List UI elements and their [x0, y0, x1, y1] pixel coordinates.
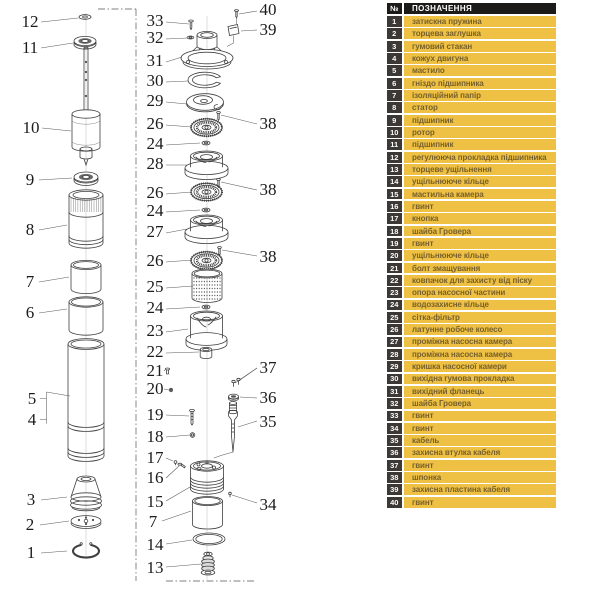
callout-label-26: 26 [146, 183, 164, 202]
callout-leader [42, 128, 71, 131]
row-label: ізоляційний папір [404, 90, 556, 101]
row-label: захисна втулка кабеля [404, 447, 556, 458]
row-number: 2 [387, 28, 402, 39]
row-label: торцеве ущільнення [404, 164, 556, 175]
header-number-cell: № [387, 3, 402, 14]
row-number: 12 [387, 152, 402, 163]
row-label: шайба Гровера [404, 398, 556, 409]
row-label: гвинт [404, 238, 556, 249]
callout-leader [241, 30, 257, 31]
table-row [387, 65, 556, 76]
callout-label-6: 6 [25, 303, 35, 322]
callout-leader [166, 143, 200, 145]
part-screw-19 [190, 409, 195, 425]
table-row [387, 460, 556, 471]
row-number: 9 [387, 115, 402, 126]
callout-leader [39, 225, 67, 230]
callout-label-1: 1 [26, 543, 36, 562]
callout-label-10: 10 [22, 118, 40, 137]
row-label: водозахисне кільце [404, 300, 556, 311]
row-label: статор [404, 102, 556, 113]
table-row [387, 275, 556, 286]
callout-leader [166, 125, 192, 127]
callout-leader [41, 43, 73, 48]
table-row [387, 238, 556, 249]
row-number: 21 [387, 263, 402, 274]
table-row [387, 201, 556, 212]
row-label: гвинт [404, 460, 556, 471]
callout-leader [162, 511, 191, 521]
row-label: мастильна камера [404, 189, 556, 200]
callout-label-9: 9 [25, 170, 35, 189]
table-row [387, 164, 556, 175]
table-row [387, 337, 556, 348]
callout-label-8: 8 [25, 220, 35, 239]
table-row [387, 312, 556, 323]
row-number: 24 [387, 300, 402, 311]
parts-table-body [387, 16, 556, 508]
row-number: 16 [387, 201, 402, 212]
table-row [387, 78, 556, 89]
callout-leader [166, 229, 187, 233]
row-label: ковпачок для захисту від піску [404, 275, 556, 286]
callout-label-18: 18 [146, 427, 164, 446]
part-screw-33 [189, 20, 194, 30]
table-row [387, 386, 556, 397]
table-row [387, 324, 556, 335]
callout-label-30: 30 [146, 71, 164, 90]
bracket-5-4 [40, 392, 70, 424]
table-row [387, 361, 556, 372]
callout-leader [41, 551, 67, 553]
callout-leader [221, 115, 257, 124]
callout-label-27: 27 [146, 222, 164, 241]
row-label: мастило [404, 65, 556, 76]
row-number: 4 [387, 53, 402, 64]
row-label: гніздо підшипника [404, 78, 556, 89]
row-label: ротор [404, 127, 556, 138]
callout-leader [166, 57, 182, 62]
part-water-seal-ring-1 [202, 141, 210, 145]
row-number: 1 [387, 16, 402, 27]
callout-leader [166, 458, 173, 461]
part-pump-chamber-27 [185, 215, 228, 244]
callout-leader [166, 329, 188, 332]
part-key-38-1 [217, 112, 221, 121]
table-row [387, 374, 556, 385]
callout-label-26: 26 [146, 114, 164, 133]
row-number: 15 [387, 189, 402, 200]
row-label: шпонка [404, 472, 556, 483]
callout-label-40: 40 [259, 0, 277, 19]
callout-label-26: 26 [146, 251, 164, 270]
row-number: 23 [387, 287, 402, 298]
table-row [387, 189, 556, 200]
callout-leader [41, 18, 78, 22]
callout-leader [238, 421, 257, 427]
callout-label-25: 25 [146, 277, 164, 296]
row-label: гвинт [404, 201, 556, 212]
row-label: сітка-фільтр [404, 312, 556, 323]
table-row [387, 90, 556, 101]
callout-leader [166, 466, 179, 478]
callout-label-23: 23 [146, 321, 164, 340]
table-row [387, 176, 556, 187]
callout-label-17: 17 [146, 448, 164, 467]
row-label: регулююча прокладка підшипника [404, 152, 556, 163]
callout-leader [240, 397, 257, 398]
table-row [387, 152, 556, 163]
callout-label-28: 28 [146, 154, 164, 173]
callout-label-38: 38 [259, 180, 277, 199]
callout-leader [166, 307, 200, 309]
callout-leader [166, 435, 190, 437]
part-grover-washer-18 [190, 433, 195, 438]
callout-label-22: 22 [146, 342, 164, 361]
callout-leader [166, 415, 189, 416]
part-pump-chamber-28 [185, 151, 228, 180]
row-label: кнопка [404, 213, 556, 224]
callout-leader [39, 277, 69, 282]
callout-label-24: 24 [146, 201, 164, 220]
row-number: 17 [387, 213, 402, 224]
row-number: 36 [387, 447, 402, 458]
row-number: 18 [387, 226, 402, 237]
row-label: затискна пружина [404, 16, 556, 27]
row-number: 26 [387, 324, 402, 335]
table-row [387, 115, 556, 126]
callout-label-4: 4 [27, 410, 37, 429]
row-number: 34 [387, 423, 402, 434]
table-row [387, 484, 556, 495]
table-row [387, 472, 556, 483]
callout-leader [166, 352, 199, 353]
row-label: гвинт [404, 497, 556, 508]
part-oring-14 [193, 533, 225, 545]
row-label: вихідна гумова прокладка [404, 374, 556, 385]
table-row [387, 263, 556, 274]
row-number: 28 [387, 349, 402, 360]
callout-leader [166, 22, 189, 24]
row-number: 8 [387, 102, 402, 113]
callout-label-29: 29 [146, 91, 164, 110]
callout-label-38: 38 [259, 247, 277, 266]
table-row [387, 53, 556, 64]
callout-leader [232, 495, 257, 503]
callout-label-20: 20 [146, 379, 164, 398]
row-label: проміжна насосна камера [404, 349, 556, 360]
part-cable [214, 402, 237, 459]
callout-leader [222, 250, 257, 256]
row-label: кабель [404, 435, 556, 446]
table-row [387, 398, 556, 409]
row-label: ущільнююче кільце [404, 176, 556, 187]
table-row [387, 139, 556, 150]
table-row [387, 411, 556, 422]
part-button-17 [174, 461, 177, 465]
callout-leader [166, 286, 193, 288]
callout-leader [239, 11, 257, 14]
part-screw-34 [229, 492, 232, 497]
callout-leader [166, 540, 192, 544]
row-number: 19 [387, 238, 402, 249]
callout-leader [39, 309, 67, 313]
row-number: 40 [387, 497, 402, 508]
row-number: 31 [387, 386, 402, 397]
table-row [387, 28, 556, 39]
part-spring-washer [79, 15, 91, 20]
table-row [387, 250, 556, 261]
table-row [387, 447, 556, 458]
callout-leader [164, 389, 169, 390]
row-number: 10 [387, 127, 402, 138]
row-number: 32 [387, 398, 402, 409]
part-water-seal-ring-3 [202, 305, 210, 309]
row-number: 33 [387, 411, 402, 422]
callout-leader [39, 178, 72, 180]
table-row [387, 16, 556, 27]
table-row [387, 287, 556, 298]
table-row [387, 213, 556, 224]
callout-leader [235, 368, 257, 383]
callout-label-19: 19 [146, 405, 164, 424]
row-number: 5 [387, 65, 402, 76]
callout-label-24: 24 [146, 134, 164, 153]
callout-leader [166, 192, 192, 194]
row-number: 3 [387, 41, 402, 52]
table-header [387, 3, 556, 14]
callout-leader [41, 497, 67, 500]
callout-label-13: 13 [146, 558, 164, 577]
part-cable-plate-39 [227, 18, 239, 47]
part-sand-cap [200, 347, 212, 358]
part-screw-16 [178, 463, 185, 468]
callout-label-7: 7 [25, 272, 35, 291]
table-row [387, 423, 556, 434]
table-row [387, 497, 556, 508]
callout-leader [40, 521, 69, 525]
table-row [387, 300, 556, 311]
callout-label-21: 21 [146, 361, 164, 380]
callout-label-16: 16 [146, 468, 164, 487]
part-water-seal-ring-2 [202, 208, 210, 212]
row-number: 14 [387, 176, 402, 187]
part-impeller-2 [191, 183, 222, 200]
callout-label-7: 7 [148, 512, 158, 531]
callout-leader [166, 487, 190, 501]
row-number: 35 [387, 435, 402, 446]
callout-label-39: 39 [259, 20, 277, 39]
callout-label-24: 24 [146, 298, 164, 317]
callout-layer [22, 0, 278, 577]
part-end-plug [71, 516, 101, 529]
part-rubber-cup [71, 476, 102, 511]
callout-leader [166, 210, 200, 212]
row-label: захисна пластина кабеля [404, 484, 556, 495]
row-number: 7 [387, 90, 402, 101]
part-mechanical-seal [201, 552, 215, 575]
header-name-cell: ПОЗНАЧЕННЯ [404, 3, 556, 14]
callout-label-3: 3 [26, 490, 36, 509]
callout-label-34: 34 [259, 495, 277, 514]
callout-leader [164, 370, 165, 371]
row-number: 20 [387, 250, 402, 261]
callout-leader [166, 564, 201, 567]
callout-leader [166, 260, 192, 262]
row-label: болт змащування [404, 263, 556, 274]
callout-label-31: 31 [146, 51, 164, 70]
callout-label-37: 37 [259, 358, 277, 377]
callout-label-11: 11 [21, 38, 39, 57]
row-number: 6 [387, 78, 402, 89]
callout-label-2: 2 [25, 515, 35, 534]
part-chamber-cover [187, 94, 224, 112]
part-output-gasket [188, 72, 220, 88]
row-label: гумовий стакан [404, 41, 556, 52]
row-label: кожух двигуна [404, 53, 556, 64]
callout-label-35: 35 [259, 412, 277, 431]
callout-leader [166, 81, 188, 82]
row-number: 22 [387, 275, 402, 286]
part-screw-40 [235, 10, 239, 18]
row-label: ущільнююче кільце [404, 250, 556, 261]
table-row [387, 41, 556, 52]
row-label: латунне робоче колесо [404, 324, 556, 335]
table-row [387, 435, 556, 446]
pump-assembly [165, 10, 240, 575]
callout-leader [166, 38, 187, 39]
row-label: кришка насосної камери [404, 361, 556, 372]
callout-label-32: 32 [146, 28, 164, 47]
part-washer-32 [187, 36, 194, 39]
row-number: 37 [387, 460, 402, 471]
callout-label-12: 12 [21, 12, 39, 31]
callout-label-33: 33 [146, 11, 164, 30]
part-pump-support [186, 311, 227, 350]
part-small-oring [169, 388, 172, 391]
row-label: підшипник [404, 115, 556, 126]
table-row [387, 349, 556, 360]
row-number: 13 [387, 164, 402, 175]
motor-assembly [40, 15, 104, 558]
row-label: проміжна насосна камера [404, 337, 556, 348]
row-label: вихідний фланець [404, 386, 556, 397]
row-label: опора насосної частини [404, 287, 556, 298]
row-number: 25 [387, 312, 402, 323]
row-number: 29 [387, 361, 402, 372]
part-impeller-1 [191, 119, 222, 136]
callout-label-14: 14 [146, 535, 164, 554]
table-row [387, 102, 556, 113]
table-row [387, 226, 556, 237]
part-grease-bolt [165, 368, 169, 374]
callout-label-5: 5 [27, 389, 37, 408]
callout-label-36: 36 [259, 388, 277, 407]
row-label: гвинт [404, 411, 556, 422]
callout-leader [221, 182, 257, 190]
row-number: 30 [387, 374, 402, 385]
row-label: гвинт [404, 423, 556, 434]
part-impeller-3 [191, 252, 222, 269]
callout-leader [166, 102, 187, 104]
row-label: шайба Гровера [404, 226, 556, 237]
row-number: 11 [387, 139, 402, 150]
callout-label-38: 38 [259, 114, 277, 133]
callout-label-15: 15 [146, 492, 164, 511]
row-number: 38 [387, 472, 402, 483]
row-number: 27 [387, 337, 402, 348]
part-isolation-paper-pump [193, 497, 223, 530]
row-label: підшипник [404, 139, 556, 150]
row-label: торцева заглушка [404, 28, 556, 39]
row-number: 39 [387, 484, 402, 495]
table-row [387, 127, 556, 138]
parts-table [387, 3, 556, 509]
part-cable-bushing [229, 394, 239, 401]
